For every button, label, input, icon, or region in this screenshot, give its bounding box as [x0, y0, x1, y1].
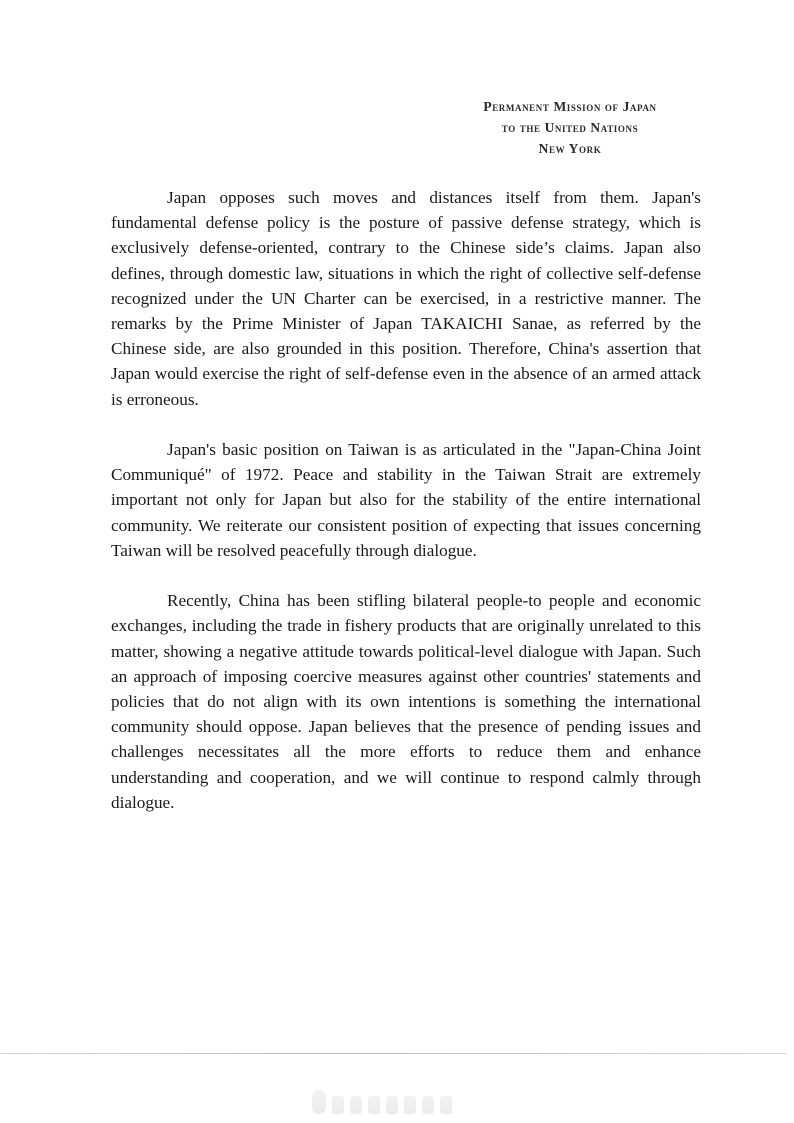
watermark-mark	[440, 1096, 452, 1114]
letterhead-united-nations: to the United Nations	[501, 120, 639, 135]
footer-divider	[0, 1053, 786, 1054]
watermark-mark	[386, 1096, 398, 1114]
paragraph-taiwan-position: Japan's basic position on Taiwan is as articulated in the "Japan-China Joint Communiqué" of 1972. Peace and stability in the Taiwan Strait are extremely important not only for Japan but also for the stability of the entire international community. We reiterate our consistent position of expecting that issues concerning Taiwan will be resolved peacefully through dialogue.	[111, 440, 701, 560]
watermark-mark	[350, 1096, 362, 1114]
watermark-mark	[404, 1096, 416, 1114]
watermark-mark	[422, 1096, 434, 1114]
letter-body	[111, 185, 701, 815]
paragraph-exchanges: Recently, China has been stifling bilateral people-to people and economic exchanges, including the trade in fishery products that are originally unrelated to this matter, showing a negative attitude towards political-level dialogue with Japan. Such an approach of imposing coercive measures against other countries' statements and policies that do not align with its own intentions is something the international community should oppose. Japan believes that the presence of pending issues and challenges necessitates all the more efforts to reduce them and enhance understanding and cooperation, and we will continue to respond calmly through dialogue.	[111, 591, 701, 812]
paragraph-defense-policy: Japan opposes such moves and distances itself from them. Japan's fundamental defense policy is the posture of passive defense strategy, which is exclusively defense-oriented, contrary to the Chinese side’s claims. Japan also defines, through domestic law, situations in which the right of collective self-defense recognized under the UN Charter can be exercised, in a restrictive manner. The remarks by the Prime Minister of Japan TAKAICHI Sanae, as referred by the Chinese side, are also grounded in this position. Therefore, China's assertion that Japan would exercise the right of self-defense even in the absence of an armed attack is erroneous.	[111, 188, 701, 409]
letterhead-city: New York	[538, 141, 602, 156]
letterhead-mission: Permanent Mission of Japan	[483, 99, 657, 114]
watermark-logo	[312, 1090, 482, 1114]
watermark-mark	[368, 1096, 380, 1114]
watermark-mark	[332, 1096, 344, 1114]
letterhead	[440, 96, 700, 159]
watermark-mark	[312, 1090, 326, 1114]
